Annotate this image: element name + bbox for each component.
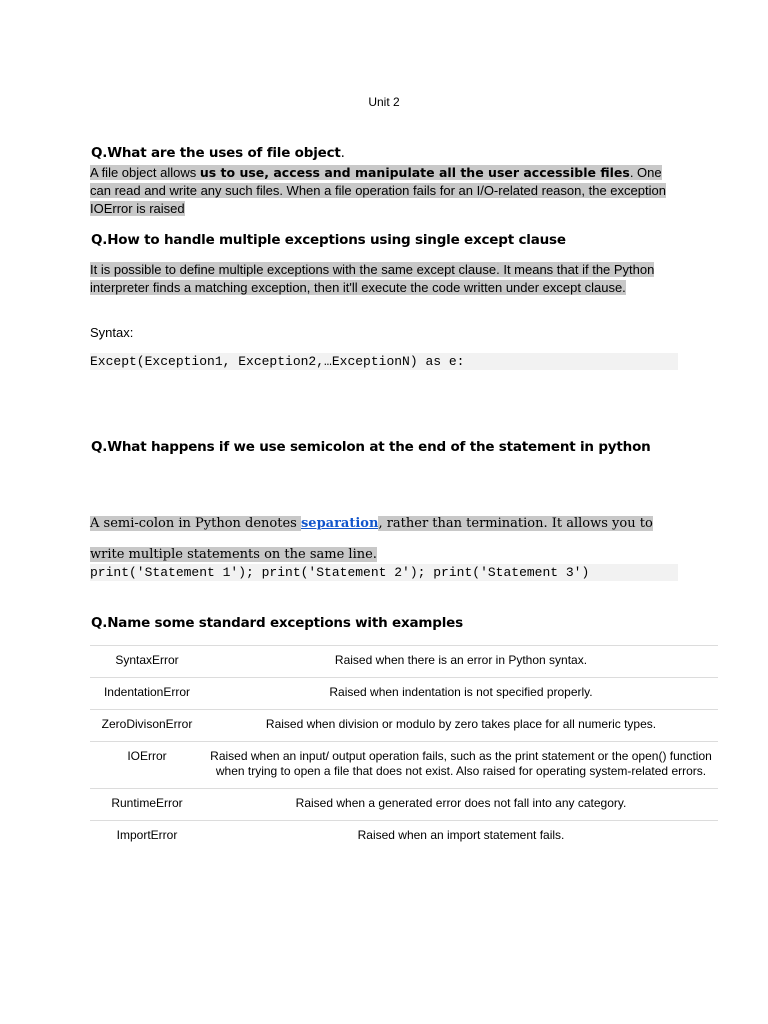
answer-semicolon bbox=[90, 508, 678, 570]
question-standard-exceptions: Q.Name some standard exceptions with examples bbox=[91, 615, 463, 631]
syntax-code: Except(Exception1, Exception2,…ExceptionN) as e: bbox=[90, 353, 678, 370]
table-row bbox=[90, 789, 718, 821]
table-row bbox=[90, 742, 718, 789]
answer-file-object-pre: A file object allows bbox=[90, 165, 200, 180]
unit-title: Unit 2 bbox=[368, 95, 400, 109]
exception-name: SyntaxError bbox=[90, 646, 204, 678]
question-file-object bbox=[91, 145, 345, 161]
answer-multiple-exceptions-text: It is possible to define multiple exceptions with the same except clause. It means that if the Python interpreter finds a matching exception, then it'll execute the code written under except clause. bbox=[90, 262, 655, 295]
table-row bbox=[90, 646, 718, 678]
exception-description: Raised when a generated error does not fall into any category. bbox=[204, 789, 718, 821]
question-semicolon: Q.What happens if we use semicolon at the end of the statement in python bbox=[91, 439, 651, 455]
syntax-label: Syntax: bbox=[90, 325, 134, 340]
semicolon-code: print('Statement 1'); print('Statement 2'); print('Statement 3') bbox=[90, 564, 678, 581]
question-file-object-period: . bbox=[340, 145, 345, 161]
answer-multiple-exceptions bbox=[90, 261, 678, 297]
exception-description: Raised when an import statement fails. bbox=[204, 821, 718, 853]
exception-name: IOError bbox=[90, 742, 204, 789]
exceptions-table bbox=[90, 645, 718, 852]
answer-file-object-post: . One can read and write any such files. When a file operation fails for an I/O-related reason, the exception IOError is raised bbox=[90, 165, 666, 216]
question-multiple-exceptions: Q.How to handle multiple exceptions using single except clause bbox=[91, 232, 566, 248]
table-row bbox=[90, 821, 718, 853]
exception-description: Raised when division or modulo by zero takes place for all numeric types. bbox=[204, 710, 718, 742]
separation-link[interactable]: separation bbox=[300, 516, 379, 531]
answer-file-object-bold: us to use, access and manipulate all the user accessible files bbox=[199, 165, 630, 180]
exception-description: Raised when there is an error in Python syntax. bbox=[204, 646, 718, 678]
table-row bbox=[90, 678, 718, 710]
exception-name: RuntimeError bbox=[90, 789, 204, 821]
exception-name: ImportError bbox=[90, 821, 204, 853]
answer-semicolon-post: , rather than termination. It allows you to write multiple statements on the same line. bbox=[90, 516, 653, 562]
exception-description: Raised when an input/ output operation fails, such as the print statement or the open() function when trying to open a file that does not exist. Also raised for operating system-related errors. bbox=[204, 742, 718, 789]
exception-name: IndentationError bbox=[90, 678, 204, 710]
exception-description: Raised when indentation is not specified properly. bbox=[204, 678, 718, 710]
answer-file-object bbox=[90, 164, 678, 218]
table-row bbox=[90, 710, 718, 742]
exception-name: ZeroDivisonError bbox=[90, 710, 204, 742]
question-file-object-text: Q.What are the uses of file object bbox=[91, 145, 341, 161]
answer-semicolon-pre: A semi-colon in Python denotes bbox=[90, 516, 301, 531]
